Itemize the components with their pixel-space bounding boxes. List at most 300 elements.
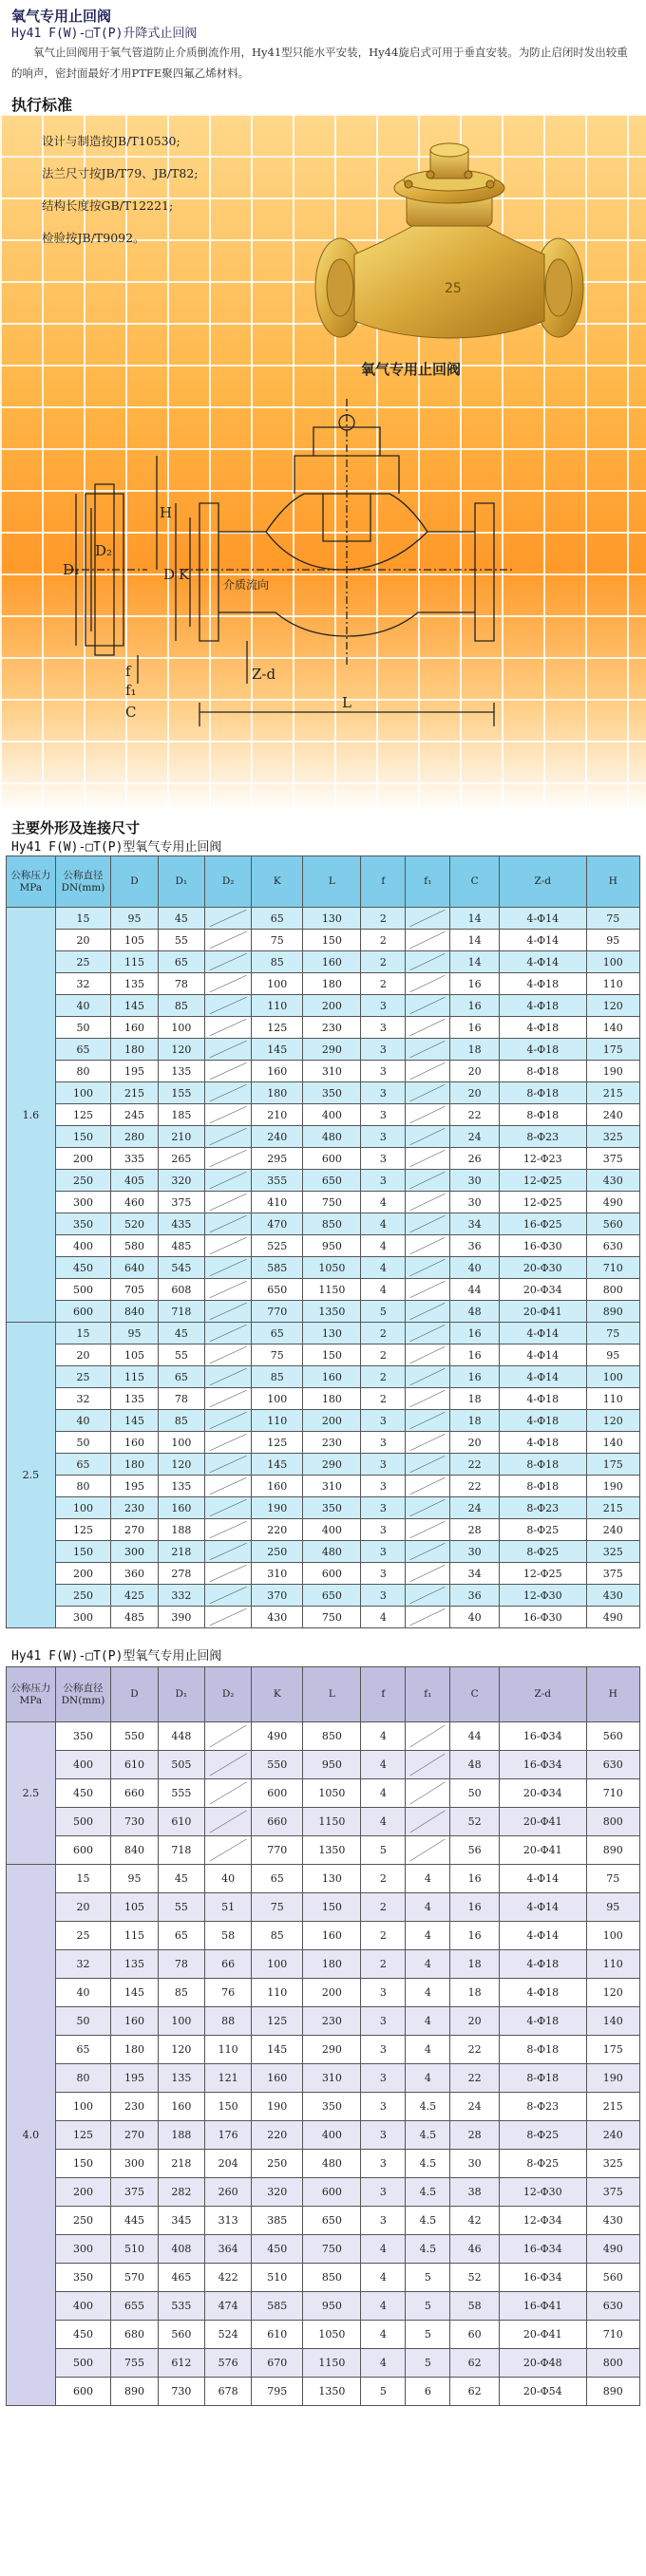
table-cell: 160	[303, 1366, 361, 1388]
table-cell: 2	[361, 1366, 406, 1388]
table-cell: 45	[158, 1323, 204, 1344]
table-cell: 480	[303, 2150, 361, 2178]
table-row	[7, 1519, 640, 1541]
table-cell: 85	[252, 1366, 303, 1388]
table-cell: 4	[406, 1893, 450, 1922]
empty-slash	[406, 1344, 449, 1365]
table-cell: 400	[55, 2292, 111, 2321]
table-cell: 4	[406, 1865, 450, 1893]
table-cell: 4-Φ18	[499, 1410, 586, 1432]
table-row	[7, 1301, 640, 1323]
table-cell: 680	[111, 2321, 158, 2349]
empty-slash	[406, 1235, 449, 1256]
column-header: f	[361, 1667, 406, 1722]
empty-slash	[205, 1301, 251, 1322]
column-header: 公称压力 MPa	[7, 1667, 56, 1722]
table-cell: 730	[111, 1808, 158, 1836]
table-cell: 600	[303, 1148, 361, 1170]
table-cell	[204, 1410, 251, 1432]
table-cell: 85	[158, 1410, 204, 1432]
table-cell: 750	[303, 2235, 361, 2264]
table-cell: 180	[252, 1082, 303, 1104]
table-cell: 524	[204, 2321, 251, 2349]
table-cell: 18	[450, 1039, 500, 1061]
dimension-table-2	[6, 1666, 640, 2406]
table-cell: 425	[111, 1585, 158, 1607]
table-cell: 610	[252, 2321, 303, 2349]
table-cell	[406, 1082, 450, 1104]
table-cell: 40	[204, 1865, 251, 1893]
table-cell: 1050	[303, 1779, 361, 1808]
table-cell: 230	[303, 2007, 361, 2036]
page-title: 氧气专用止回阀	[11, 8, 112, 25]
table-cell: 8-Φ25	[499, 1541, 586, 1563]
table-cell: 5	[406, 2349, 450, 2378]
table-cell: 600	[55, 1301, 111, 1323]
table-cell: 66	[204, 1950, 251, 1979]
table-cell	[204, 908, 251, 930]
table-cell	[204, 1192, 251, 1213]
table-row	[7, 2378, 640, 2406]
table-cell	[204, 1061, 251, 1082]
table-cell	[406, 1779, 450, 1808]
table-cell: 4.5	[406, 2093, 450, 2121]
table-cell: 8-Φ25	[499, 2150, 586, 2178]
table-cell: 100	[55, 2093, 111, 2121]
table-cell: 12-Φ23	[499, 1148, 586, 1170]
dim-d1: D₁	[63, 561, 81, 578]
table-cell: 20	[450, 1082, 500, 1104]
table-cell: 250	[55, 1170, 111, 1192]
table-cell: 364	[204, 2235, 251, 2264]
table-row	[7, 930, 640, 951]
column-header: L	[303, 1667, 361, 1722]
table-cell: 4-Φ14	[499, 1323, 586, 1344]
empty-slash	[406, 1497, 449, 1518]
table-cell: 510	[252, 2264, 303, 2292]
table-cell: 4-Φ14	[499, 951, 586, 973]
table-cell: 800	[586, 1808, 639, 1836]
table-cell: 8-Φ18	[499, 1476, 586, 1497]
table-cell: 550	[111, 1722, 158, 1751]
table-cell: 750	[303, 1192, 361, 1213]
table-cell	[406, 1126, 450, 1148]
table-row	[7, 1541, 640, 1563]
table-cell: 185	[158, 1104, 204, 1126]
table-cell: 3	[361, 2150, 406, 2178]
table-cell: 145	[111, 1979, 158, 2007]
table-row	[7, 2121, 640, 2150]
table-cell: 20	[55, 1344, 111, 1366]
table-cell: 250	[252, 2150, 303, 2178]
table-cell: 125	[55, 1104, 111, 1126]
table-cell: 12-Φ25	[499, 1170, 586, 1192]
table-cell: 525	[252, 1235, 303, 1257]
table-cell: 140	[586, 2007, 639, 2036]
table-cell: 1050	[303, 1257, 361, 1279]
table-cell	[204, 1541, 251, 1563]
table-cell	[406, 1585, 450, 1607]
empty-slash	[406, 1476, 449, 1496]
table-cell: 45	[158, 908, 204, 930]
column-header: C	[450, 856, 500, 908]
table-cell: 5	[361, 1836, 406, 1865]
table-row	[7, 973, 640, 995]
table-cell: 160	[111, 2007, 158, 2036]
table-cell: 18	[450, 1979, 500, 2007]
empty-slash	[406, 1563, 449, 1584]
table-cell: 180	[303, 1950, 361, 1979]
table-cell: 80	[55, 2064, 111, 2093]
table-cell	[406, 1192, 450, 1213]
table-row	[7, 1170, 640, 1192]
table-cell: 8-Φ18	[499, 2064, 586, 2093]
table-cell: 115	[111, 1366, 158, 1388]
table-cell: 180	[111, 1039, 158, 1061]
table-cell	[204, 1257, 251, 1279]
table-cell: 40	[450, 1607, 500, 1628]
empty-slash	[205, 1344, 251, 1365]
empty-slash	[406, 1366, 449, 1387]
table-cell: 16	[450, 1893, 500, 1922]
column-header: Z-d	[499, 1667, 586, 1722]
table-cell: 950	[303, 1235, 361, 1257]
flow-direction-label: 介质流向	[223, 578, 270, 592]
table-cell: 200	[303, 1410, 361, 1432]
empty-slash	[205, 1257, 251, 1278]
table-cell: 220	[252, 1519, 303, 1541]
table-cell: 270	[111, 1519, 158, 1541]
table-cell: 4	[361, 2349, 406, 2378]
table-cell: 16-Φ25	[499, 1213, 586, 1235]
table-cell: 190	[252, 2093, 303, 2121]
empty-slash	[205, 1213, 251, 1234]
table-row	[7, 2292, 640, 2321]
table-cell: 400	[55, 1235, 111, 1257]
table-cell: 465	[158, 2264, 204, 2292]
table-cell: 3	[361, 1039, 406, 1061]
dim-f: f	[125, 663, 131, 680]
table-cell: 270	[111, 2121, 158, 2150]
table-cell: 5	[406, 2264, 450, 2292]
column-header: f	[361, 856, 406, 908]
table-cell: 300	[55, 1192, 111, 1213]
table-cell: 65	[55, 1454, 111, 1476]
table-cell: 100	[586, 1366, 639, 1388]
table-cell: 150	[55, 1541, 111, 1563]
table-cell: 250	[252, 1541, 303, 1563]
table-cell: 290	[303, 1039, 361, 1061]
table-cell	[204, 1323, 251, 1344]
empty-slash	[205, 1279, 251, 1300]
table-cell: 48	[450, 1751, 500, 1779]
table-cell: 370	[252, 1585, 303, 1607]
table-cell: 20-Φ41	[499, 1808, 586, 1836]
table-cell: 350	[303, 1082, 361, 1104]
table-cell: 710	[586, 1257, 639, 1279]
table-cell: 4-Φ14	[499, 908, 586, 930]
table-cell: 265	[158, 1148, 204, 1170]
empty-slash	[205, 1148, 251, 1169]
table-cell	[406, 908, 450, 930]
table-cell: 80	[55, 1476, 111, 1497]
table-cell: 55	[158, 1893, 204, 1922]
table-cell: 110	[252, 1410, 303, 1432]
table-row	[7, 1779, 640, 1808]
table-cell: 16	[450, 995, 500, 1017]
table-cell: 20	[450, 1061, 500, 1082]
table-cell: 88	[204, 2007, 251, 2036]
table-cell: 22	[450, 1104, 500, 1126]
table-cell: 485	[111, 1607, 158, 1628]
table-cell: 1050	[303, 2321, 361, 2349]
table-cell: 490	[586, 2235, 639, 2264]
table-cell: 145	[252, 1039, 303, 1061]
table-cell: 490	[586, 1607, 639, 1628]
table-cell: 65	[158, 1366, 204, 1388]
table-cell: 230	[303, 1432, 361, 1454]
table-cell: 600	[55, 2378, 111, 2406]
table-cell: 120	[586, 1979, 639, 2007]
column-header: H	[586, 856, 639, 908]
table-cell: 8-Φ25	[499, 2121, 586, 2150]
table-cell: 215	[111, 1082, 158, 1104]
table-cell: 20	[55, 930, 111, 951]
table-cell: 350	[303, 1497, 361, 1519]
table-cell	[406, 1541, 450, 1563]
empty-slash	[205, 951, 251, 972]
table-cell: 430	[252, 1607, 303, 1628]
empty-slash	[406, 1585, 449, 1606]
table-cell: 4.5	[406, 2178, 450, 2207]
table-cell: 718	[158, 1836, 204, 1865]
table-cell: 4-Φ18	[499, 1388, 586, 1410]
table-cell: 50	[55, 1432, 111, 1454]
table-cell: 730	[158, 2378, 204, 2406]
table-cell: 65	[252, 1865, 303, 1893]
table-cell: 332	[158, 1585, 204, 1607]
table-cell	[204, 1104, 251, 1126]
table-cell: 38	[450, 2178, 500, 2207]
table-cell: 300	[111, 1541, 158, 1563]
table-cell: 630	[586, 1751, 639, 1779]
table-cell: 430	[586, 2207, 639, 2235]
table-cell: 135	[111, 973, 158, 995]
table-cell: 26	[450, 1148, 500, 1170]
table-cell: 30	[450, 2150, 500, 2178]
table-cell: 60	[450, 2321, 500, 2349]
table-cell: 230	[303, 1017, 361, 1039]
table-cell: 36	[450, 1235, 500, 1257]
empty-slash	[205, 1432, 251, 1453]
table-cell: 500	[55, 1279, 111, 1301]
photo-caption: 氧气专用止回阀	[361, 361, 462, 378]
table-cell	[406, 1410, 450, 1432]
table-cell: 4	[361, 2264, 406, 2292]
table-cell: 160	[158, 2093, 204, 2121]
pressure-cell: 4.0	[7, 1865, 56, 2406]
table-cell: 145	[111, 995, 158, 1017]
table-cell: 375	[586, 2178, 639, 2207]
table-cell: 204	[204, 2150, 251, 2178]
table-cell: 30	[450, 1541, 500, 1563]
table-cell: 120	[586, 995, 639, 1017]
empty-slash	[406, 951, 449, 972]
table-cell: 20	[55, 1893, 111, 1922]
table-cell: 160	[111, 1432, 158, 1454]
table-cell: 640	[111, 1257, 158, 1279]
table-cell	[204, 1497, 251, 1519]
table-cell: 320	[252, 2178, 303, 2207]
empty-slash	[406, 1061, 449, 1081]
empty-slash	[205, 1235, 251, 1256]
table-cell: 125	[55, 2121, 111, 2150]
table-row	[7, 2349, 640, 2378]
table-cell: 890	[111, 2378, 158, 2406]
table-cell: 4	[406, 1979, 450, 2007]
empty-slash	[406, 1323, 449, 1344]
table-cell: 16-Φ34	[499, 2235, 586, 2264]
column-header: C	[450, 1667, 500, 1722]
table-cell: 32	[55, 1950, 111, 1979]
table-cell: 120	[158, 1454, 204, 1476]
table-cell: 15	[55, 908, 111, 930]
standards-heading: 执行标准	[11, 96, 73, 114]
table-cell: 65	[158, 951, 204, 973]
table-row	[7, 1979, 640, 2007]
table-cell: 95	[586, 1893, 639, 1922]
empty-slash	[406, 1432, 449, 1453]
table-cell: 145	[111, 1410, 158, 1432]
empty-slash	[406, 1607, 449, 1627]
table-row	[7, 908, 640, 930]
empty-slash	[406, 1519, 449, 1540]
table-cell: 220	[252, 2121, 303, 2150]
table-row	[7, 1922, 640, 1950]
table-cell: 4-Φ18	[499, 1979, 586, 2007]
table-cell	[204, 1751, 251, 1779]
table-cell: 710	[586, 2321, 639, 2349]
table-cell: 110	[204, 2036, 251, 2064]
table-cell: 400	[55, 1751, 111, 1779]
table-cell: 435	[158, 1213, 204, 1235]
table-cell: 20-Φ41	[499, 1836, 586, 1865]
table-cell	[406, 1323, 450, 1344]
table-cell: 121	[204, 2064, 251, 2093]
table-cell: 40	[55, 1979, 111, 2007]
table-cell: 755	[111, 2349, 158, 2378]
table-cell: 16-Φ30	[499, 1235, 586, 1257]
table-cell: 570	[111, 2264, 158, 2292]
table-row	[7, 1893, 640, 1922]
table-cell: 56	[450, 1836, 500, 1865]
table-cell	[406, 1454, 450, 1476]
table-cell: 505	[158, 1751, 204, 1779]
table-cell: 600	[303, 1563, 361, 1585]
table-cell: 608	[158, 1279, 204, 1301]
table-cell: 160	[252, 2064, 303, 2093]
table-cell: 850	[303, 1722, 361, 1751]
table-cell: 360	[111, 1563, 158, 1585]
table-cell: 245	[111, 1104, 158, 1126]
table-cell: 610	[158, 1808, 204, 1836]
column-header: K	[252, 856, 303, 908]
table-cell: 4	[361, 1192, 406, 1213]
table-cell: 230	[111, 1497, 158, 1519]
pressure-cell: 2.5	[7, 1323, 56, 1628]
table-cell: 15	[55, 1323, 111, 1344]
table-cell: 65	[252, 1323, 303, 1344]
table-cell: 80	[55, 1061, 111, 1082]
empty-slash	[406, 1454, 449, 1475]
table-cell	[204, 1170, 251, 1192]
table-cell	[204, 1235, 251, 1257]
table-cell	[406, 1148, 450, 1170]
table-cell: 215	[586, 2093, 639, 2121]
table-cell	[406, 1061, 450, 1082]
table-cell: 560	[586, 1213, 639, 1235]
table-cell: 105	[111, 1344, 158, 1366]
table-row	[7, 1950, 640, 1979]
table-cell: 95	[586, 1344, 639, 1366]
table-cell: 4-Φ14	[499, 930, 586, 951]
table-cell: 4-Φ14	[499, 1865, 586, 1893]
table-row	[7, 1497, 640, 1519]
table-cell: 520	[111, 1213, 158, 1235]
column-header: D	[111, 1667, 158, 1722]
table-cell: 145	[252, 2036, 303, 2064]
table-cell: 190	[586, 1476, 639, 1497]
page-subtitle: Hy41 F(W)-□T(P)升降式止回阀	[11, 27, 198, 41]
table-cell: 16-Φ41	[499, 2292, 586, 2321]
dim-k: K	[179, 566, 190, 583]
empty-slash	[406, 1126, 449, 1147]
empty-slash	[205, 1563, 251, 1584]
column-header: D₁	[158, 856, 204, 908]
table-cell: 375	[586, 1563, 639, 1585]
table-cell: 3	[361, 1519, 406, 1541]
table-cell: 180	[303, 1388, 361, 1410]
column-header: D₂	[204, 1667, 251, 1722]
table-cell: 210	[158, 1126, 204, 1148]
table-cell: 375	[111, 2178, 158, 2207]
table-row	[7, 1344, 640, 1366]
table-cell: 50	[450, 1779, 500, 1808]
table-cell: 51	[204, 1893, 251, 1922]
table-cell: 3	[361, 1017, 406, 1039]
table-cell: 25	[55, 1922, 111, 1950]
table-row	[7, 2064, 640, 2093]
table-cell: 3	[361, 1563, 406, 1585]
table-cell: 850	[303, 2264, 361, 2292]
empty-slash	[205, 1808, 251, 1835]
table-cell: 8-Φ23	[499, 1126, 586, 1148]
table-cell: 95	[586, 930, 639, 951]
standards-list	[42, 125, 199, 254]
table-cell: 560	[586, 1722, 639, 1751]
table-cell: 100	[252, 1950, 303, 1979]
table-cell: 950	[303, 2292, 361, 2321]
empty-slash	[205, 1454, 251, 1475]
table-header-row	[7, 856, 640, 908]
table-cell: 3	[361, 1126, 406, 1148]
table-row	[7, 1104, 640, 1126]
table-cell	[406, 1808, 450, 1836]
table-cell: 3	[361, 2007, 406, 2036]
empty-slash	[205, 1410, 251, 1431]
table-cell: 175	[586, 1454, 639, 1476]
table-cell	[406, 1344, 450, 1366]
